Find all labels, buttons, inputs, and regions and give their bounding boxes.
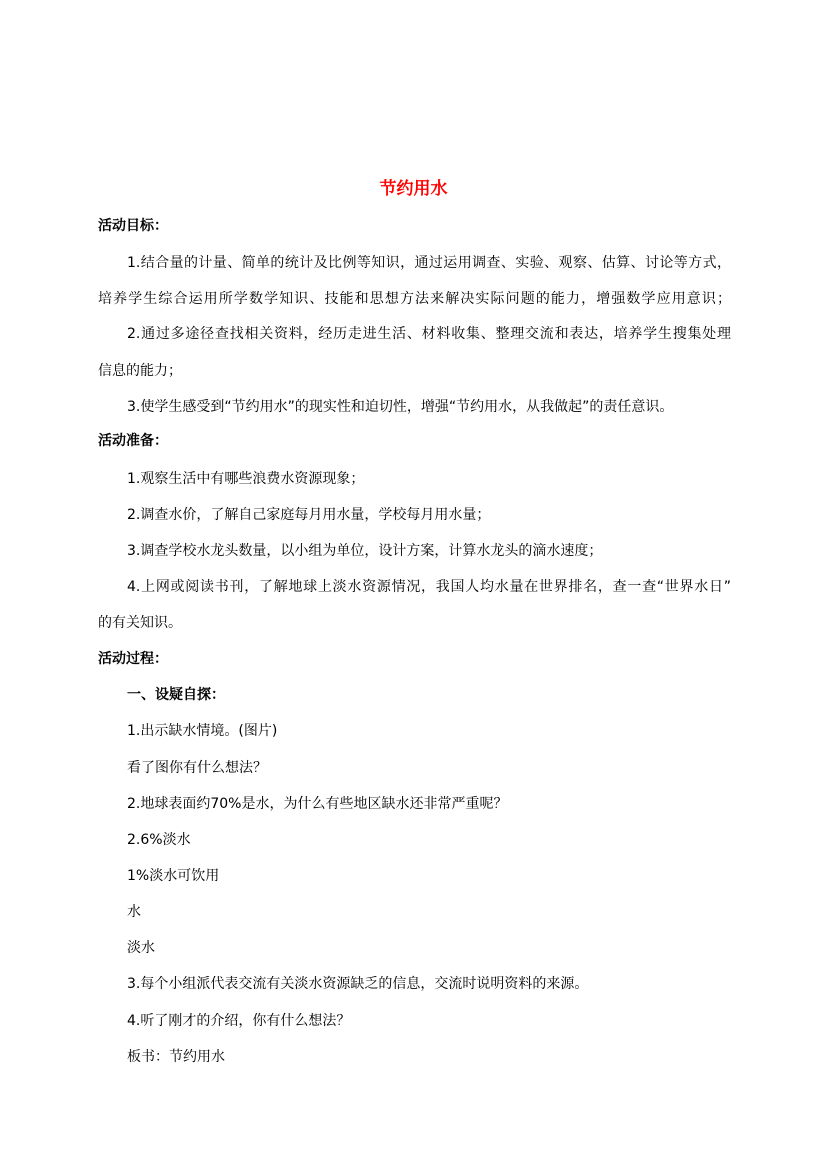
prep-item-2: 2.调查水价，了解自己家庭每月用水量，学校每月用水量；: [127, 507, 491, 523]
goal-item-1-line-1: 1.结合量的计量、简单的统计及比例等知识，通过运用调查、实验、观察、估算、讨论等方式，: [127, 255, 731, 271]
process-line-6: 水: [127, 904, 141, 920]
prep-item-3: 3.调查学校水龙头数量，以小组为单位，设计方案，计算水龙头的滴水速度；: [127, 543, 603, 559]
prep-item-4-line-2: 的有关知识。: [98, 615, 182, 631]
process-line-7: 淡水: [127, 940, 155, 956]
process-line-8: 3.每个小组派代表交流有关淡水资源缺乏的信息，交流时说明资料的来源。: [127, 976, 589, 992]
prep-item-4-line-1: 4.上网或阅读书刊，了解地球上淡水资源情况，我国人均水量在世界排名，查一查“世界水日”: [127, 579, 731, 595]
goal-item-3: 3.使学生感受到“节约用水”的现实性和迫切性，增强“节约用水，从我做起”的责任意识。: [127, 399, 674, 415]
process-line-2: 看了图你有什么想法？: [127, 760, 267, 776]
process-line-5: 1%淡水可饮用: [127, 868, 220, 884]
process-line-4: 2.6%淡水: [127, 832, 191, 848]
process-line-1: 1.出示缺水情境。(图片): [127, 723, 278, 739]
document-title: 节约用水: [379, 179, 448, 199]
goal-item-2-line-1: 2.通过多途径查找相关资料，经历走进生活、材料收集、整理交流和表达，培养学生搜集处理: [127, 326, 731, 342]
section-heading-prep: 活动准备：: [98, 433, 168, 449]
process-line-3: 2.地球表面约70%是水，为什么有些地区缺水还非常严重呢？: [127, 796, 508, 812]
prep-item-1: 1.观察生活中有哪些浪费水资源现象；: [127, 471, 365, 487]
process-line-10: 板书：节约用水: [127, 1049, 225, 1065]
goal-item-2-line-2: 信息的能力；: [98, 363, 182, 379]
goal-item-1-line-2: 培养学生综合运用所学数学知识、技能和思想方法来解决实际问题的能力，增强数学应用意识；: [98, 291, 731, 307]
section-heading-process: 活动过程：: [98, 651, 168, 667]
process-line-9: 4.听了刚才的介绍，你有什么想法？: [127, 1013, 351, 1029]
section-heading-goals: 活动目标：: [98, 218, 168, 234]
process-subheading-1: 一、设疑自探：: [127, 687, 225, 703]
